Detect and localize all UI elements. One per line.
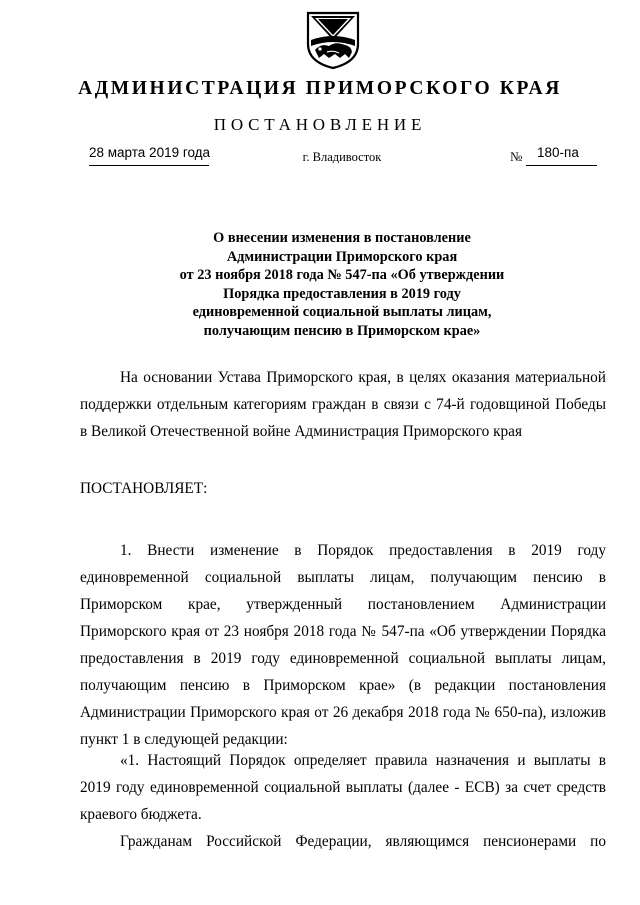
subject-line: Порядка предоставления в 2019 году	[223, 285, 461, 302]
item-1-paragraph	[80, 537, 606, 753]
text-line: краевого бюджета.	[80, 806, 202, 823]
text-line: 2019 году единовременной социальной выплаты (далее - ЕСВ) за счет средств	[80, 779, 606, 796]
document-date: 28 марта 2019 года	[89, 145, 211, 160]
resolve-heading: ПОСТАНОВЛЯЕТ:	[80, 480, 208, 497]
text-line: Приморском крае, утвержденный постановлением Администрации	[80, 596, 606, 613]
text-line: единовременной социальной выплаты лицам, получающим пенсию в	[80, 569, 606, 586]
text-line: получающим пенсию в Приморском крае» (в редакции постановления	[80, 677, 606, 694]
preamble-paragraph	[80, 364, 606, 445]
text-line: 1. Внести изменение в Порядок предоставления в 2019 году	[120, 542, 606, 559]
document-number: 180-па	[537, 145, 579, 160]
subject-line: от 23 ноября 2018 года № 547-па «Об утверждении	[179, 267, 505, 284]
citizens-paragraph	[80, 828, 606, 855]
text-line: в Великой Отечественной войне Администрация Приморского края	[80, 423, 522, 440]
subject-line: единовременной социальной выплаты лицам,	[192, 304, 492, 321]
document-subject	[0, 229, 640, 341]
subject-line: Администрации Приморского края	[226, 248, 458, 265]
text-line: На основании Устава Приморского края, в целях оказания материальной	[120, 369, 606, 386]
date-underline	[89, 165, 209, 166]
subject-line: О внесении изменения в постановление	[213, 230, 471, 246]
document-city: г. Владивосток	[302, 150, 382, 164]
subject-line: получающим пенсию в Приморском крае»	[203, 322, 481, 339]
text-line: пункт 1 в следующей редакции:	[80, 731, 288, 748]
coat-of-arms-icon	[305, 10, 361, 70]
text-line: «1. Настоящий Порядок определяет правила назначения и выплаты в	[120, 752, 606, 769]
text-line: Гражданам Российской Федерации, являющимся пенсионерами по	[120, 833, 606, 850]
number-underline	[526, 165, 597, 166]
text-line: поддержки отдельным категориям граждан в связи с 74-й годовщиной Победы	[80, 396, 606, 413]
text-line: предоставления в 2019 году единовременной социальной выплаты лицам,	[80, 650, 606, 667]
text-line: Администрации Приморского края от 26 декабря 2018 года № 650-па), изложив	[80, 704, 606, 721]
organization-title: АДМИНИСТРАЦИЯ ПРИМОРСКОГО КРАЯ	[78, 78, 562, 99]
document-type: ПОСТАНОВЛЕНИЕ	[213, 115, 427, 134]
text-line: Приморского края от 23 ноября 2018 года № 547-па «Об утверждении Порядка	[80, 623, 606, 640]
number-sign: №	[510, 149, 523, 164]
quoted-item-paragraph	[80, 747, 606, 828]
